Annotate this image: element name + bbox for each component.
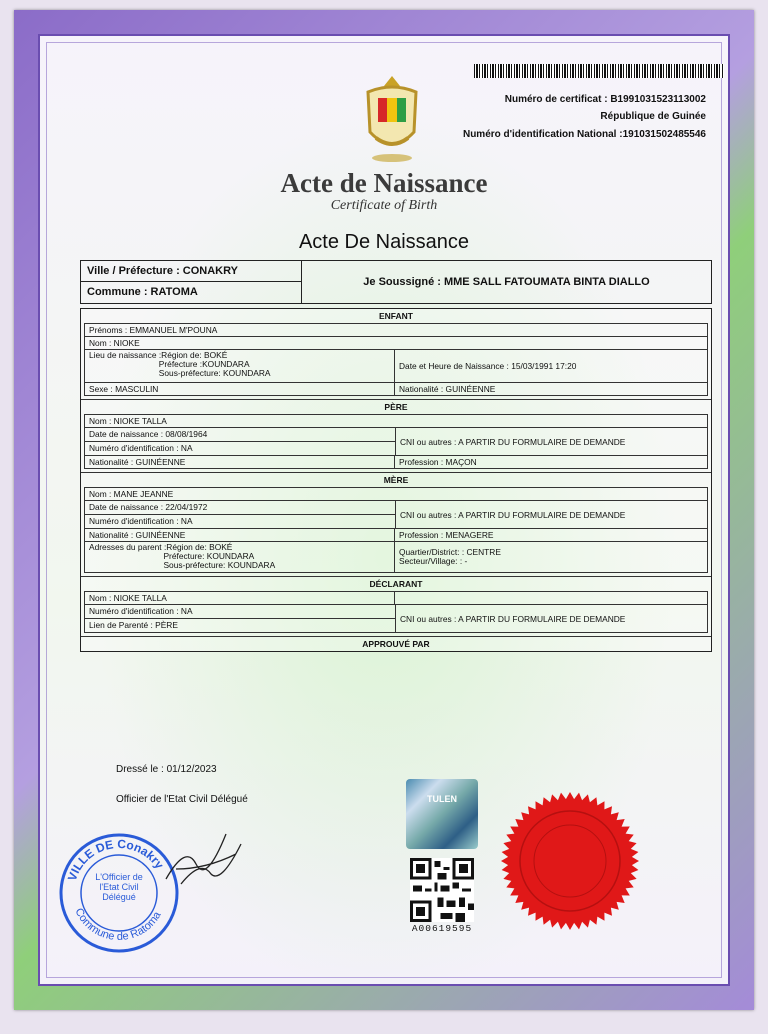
father-profession: Profession : MAÇON (399, 457, 477, 467)
barcode (474, 64, 724, 78)
birth-record-form (80, 260, 712, 652)
certificate-number: Numéro de certificat : B1991031523113002 (504, 94, 706, 105)
child-first-names: Prénoms : EMMANUEL M'POUNA (89, 325, 218, 335)
child-birthplace: Lieu de naissance :Région de: BOKÉ Préfecture :KOUNDARA Sous-préfecture: KOUNDARA (85, 350, 395, 382)
declarant-relationship: Lien de Parenté : PÈRE (89, 620, 178, 630)
mere-frame (84, 487, 708, 573)
officer-signature (156, 824, 246, 894)
national-id-number: Numéro d'identification National :191031502485546 (462, 129, 706, 140)
declarant-cni: CNI ou autres : A PARTIR DU FORMULAIRE DE DEMANDE (400, 613, 626, 624)
child-last-name: Nom : NIOKE (89, 338, 140, 348)
child-birth-datetime: Date et Heure de Naissance : 15/03/1991 17:20 (399, 361, 577, 371)
section-title-approuve: APPROUVÉ PAR (81, 636, 711, 651)
section-title-declarant: DÉCLARANT (81, 576, 711, 591)
republic-name: République de Guinée (600, 111, 706, 122)
pere-frame (84, 414, 708, 469)
commune: Commune : RATOMA (87, 286, 198, 298)
certificate-title: Acte de Naissance (280, 168, 488, 198)
hologram-sticker (406, 779, 478, 849)
undersigned-officer: Je Soussigné : MME SALL FATOUMATA BINTA DIALLO (363, 276, 650, 288)
father-id-number: Numéro d'identification : NA (89, 443, 193, 453)
location-block (80, 260, 712, 304)
father-name: Nom : NIOKE TALLA (89, 416, 167, 426)
serial-number: A00619595 (411, 923, 473, 934)
ville-prefecture: Ville / Préfecture : CONAKRY (81, 261, 301, 282)
mother-name: Nom : MANE JEANNE (89, 489, 174, 499)
stamp-top-text: VILLE DE Conakry (64, 836, 167, 883)
officer-title: Officier de l'Etat Civil Délégué (116, 794, 248, 805)
section-title-mere: MÈRE (81, 472, 711, 487)
document-heading: Acte De Naissance (298, 231, 470, 253)
declarant-frame (84, 591, 708, 633)
parent-address: Adresses du parent :Région de: BOKÉ Préfecture: KOUNDARA Sous-préfecture: KOUNDARA (85, 542, 395, 572)
coat-of-arms-emblem (358, 72, 426, 164)
mother-profession: Profession : MENAGERE (399, 530, 494, 540)
enfant-section (80, 308, 712, 652)
father-birthdate: Date de naissance : 08/08/1964 (85, 428, 395, 442)
mother-id-number: Numéro d'identification : NA (89, 516, 193, 526)
declarant-id-number: Numéro d'identification : NA (85, 605, 395, 619)
stamp-bottom-text: Commune de Ratoma (72, 906, 164, 944)
enfant-frame (84, 323, 708, 396)
mother-cni: CNI ou autres : A PARTIR DU FORMULAIRE DE DEMANDE (400, 509, 626, 520)
certificate-body (38, 34, 730, 986)
red-wax-seal (500, 791, 640, 931)
issue-date: Dressé le : 01/12/2023 (116, 764, 217, 775)
mother-birthdate: Date de naissance : 22/04/1972 (85, 501, 395, 515)
child-nationality: Nationalité : GUINÉENNE (399, 384, 496, 394)
parent-district: Quartier/District: : CENTRE Secteur/Village: : - (399, 547, 501, 566)
section-title-pere: PÈRE (81, 399, 711, 414)
qr-code (410, 858, 474, 922)
child-sex: Sexe : MASCULIN (85, 383, 395, 395)
birth-certificate (14, 10, 754, 1010)
section-title-enfant: ENFANT (379, 311, 413, 321)
location-fields (81, 261, 302, 303)
certificate-subtitle: Certificate of Birth (330, 198, 438, 213)
declarant-name: Nom : NIOKE TALLA (85, 592, 395, 604)
hologram-text: TULEN (427, 794, 457, 804)
father-cni: CNI ou autres : A PARTIR DU FORMULAIRE DE DEMANDE (400, 436, 626, 447)
mother-nationality: Nationalité : GUINÉENNE (85, 529, 395, 541)
stamp-center-text: L'Officier de l'Etat Civil Délégué (95, 873, 143, 902)
father-nationality: Nationalité : GUINÉENNE (85, 456, 395, 468)
